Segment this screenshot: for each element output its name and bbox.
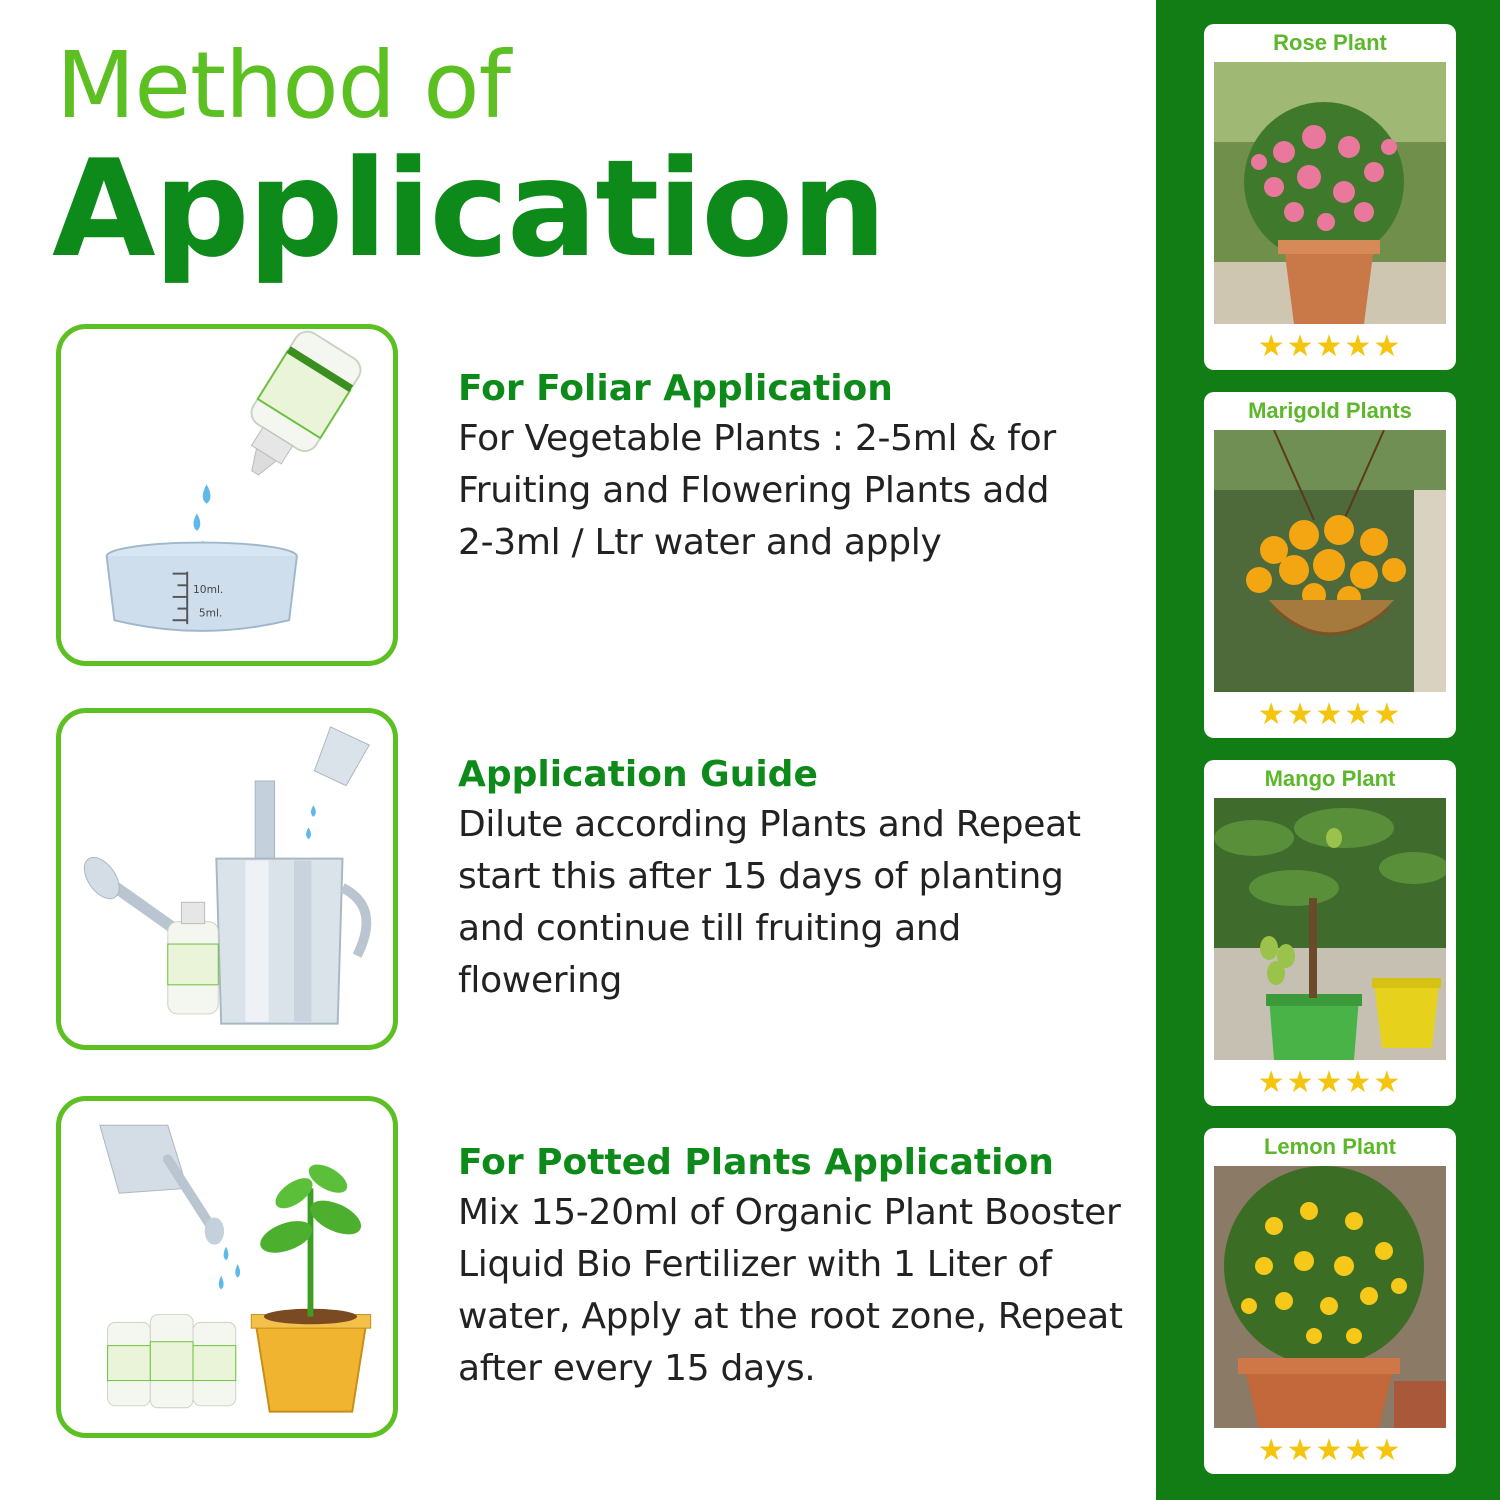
potted-seedling-icon <box>61 1101 393 1433</box>
step-heading: For Potted Plants Application <box>458 1142 1054 1183</box>
rating-stars: ★★★★★ <box>1257 697 1403 732</box>
potted-illustration <box>56 1096 398 1438</box>
step-heading: For Foliar Application <box>458 368 893 409</box>
step-body: For Vegetable Plants : 2-5ml & for Fruiting and Flowering Plants add 2-3ml / Ltr water and apply <box>458 417 1056 563</box>
watering-can-icon <box>61 713 393 1045</box>
plant-card-lemon <box>1204 1128 1456 1474</box>
plant-name: Mango Plant <box>1264 766 1396 791</box>
title-line-1: Method of <box>56 32 510 139</box>
rose-photo <box>1214 62 1446 324</box>
plant-card-marigold <box>1204 392 1456 738</box>
title-line-2: Application <box>52 131 885 287</box>
rating-stars: ★★★★★ <box>1257 1433 1403 1468</box>
plant-name: Rose Plant <box>1273 30 1387 55</box>
step-guide <box>458 752 1138 1007</box>
plant-card-mango <box>1204 760 1456 1106</box>
plant-name: Marigold Plants <box>1248 398 1412 423</box>
rating-stars: ★★★★★ <box>1257 329 1403 364</box>
marigold-plant-image <box>1214 430 1446 692</box>
bowl-label-10ml: 10ml. <box>193 583 224 597</box>
guide-illustration <box>56 708 398 1050</box>
step-heading: Application Guide <box>458 754 818 795</box>
step-body: Mix 15-20ml of Organic Plant Booster Liquid Bio Fertilizer with 1 Liter of water, Apply at the root zone, Repeat after every 15 days. <box>458 1191 1123 1389</box>
step-foliar <box>458 366 1138 569</box>
mango-photo <box>1214 798 1446 1060</box>
plant-name: Lemon Plant <box>1263 1134 1396 1159</box>
rose-plant-image <box>1214 62 1446 324</box>
step-potted <box>458 1140 1138 1395</box>
rating-stars: ★★★★★ <box>1257 1065 1403 1100</box>
plant-card-rose <box>1204 24 1456 370</box>
dropper-bowl-icon <box>61 329 393 661</box>
bowl-label-5ml: 5ml. <box>198 606 223 620</box>
lemon-plant-image <box>1214 1166 1446 1428</box>
foliar-illustration <box>56 324 398 666</box>
mango-plant-image <box>1214 798 1446 1060</box>
marigold-photo <box>1214 430 1446 692</box>
step-body: Dilute according Plants and Repeat start this after 15 days of planting and continue till fruiting and flowering <box>458 803 1081 1001</box>
lemon-photo <box>1214 1166 1446 1428</box>
